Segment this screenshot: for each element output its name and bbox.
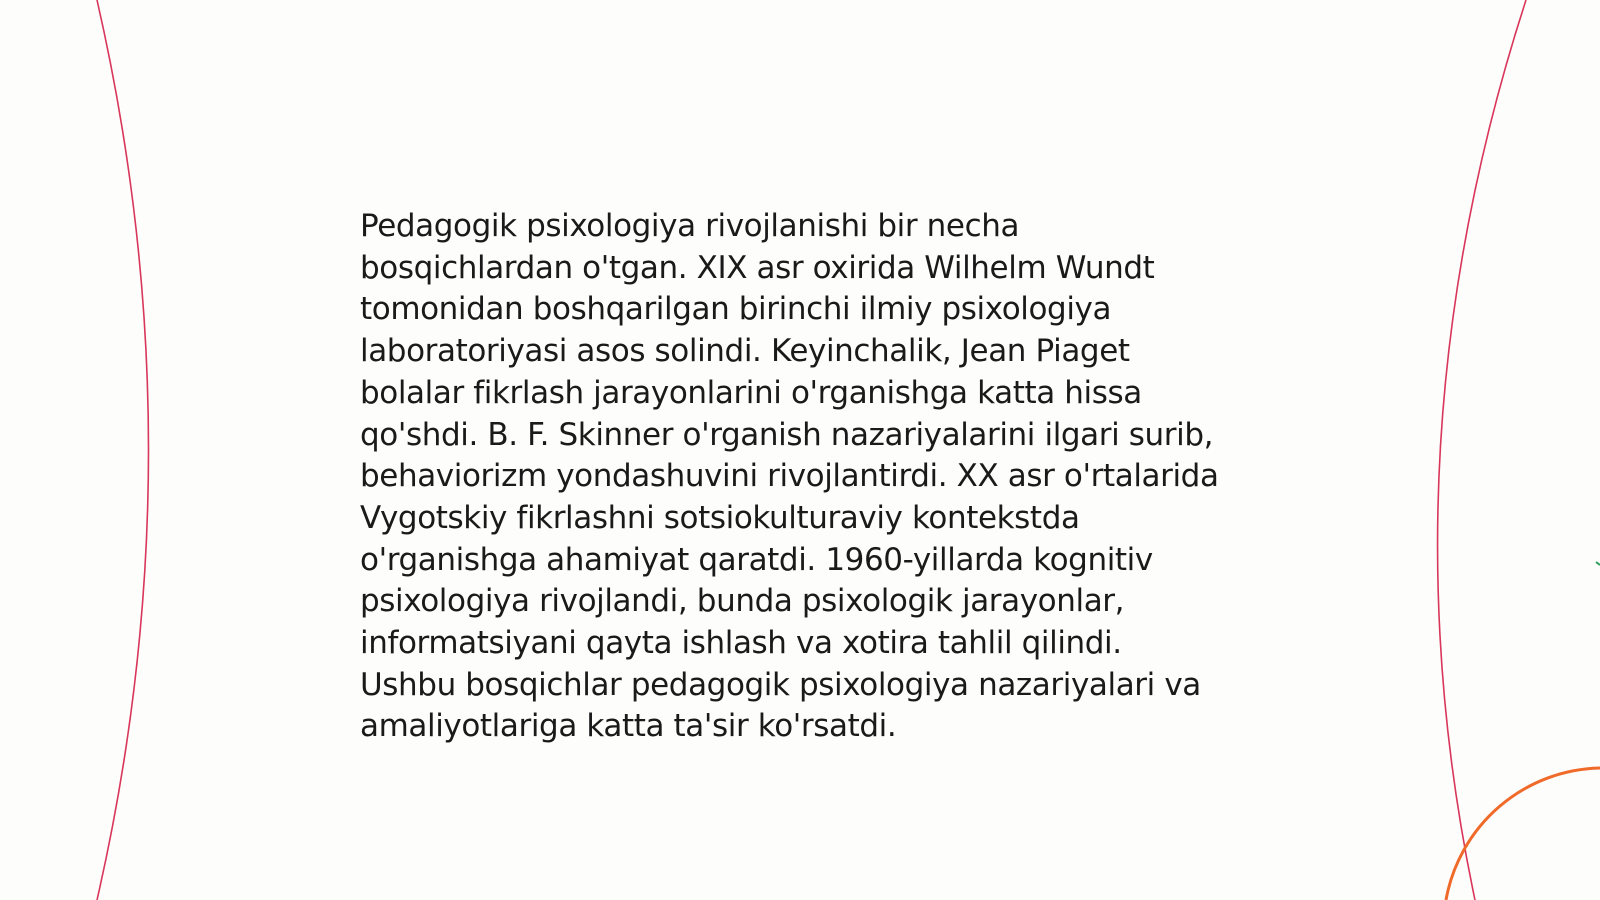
green-accent-mark [1596, 562, 1600, 565]
slide-body-text: Pedagogik psixologiya rivojlanishi bir necha bosqichlardan o'tgan. XIX asr oxirida Wilhelm Wundt tomonidan boshqarilgan birinchi ilmiy psixologiya laboratoriyasi asos solindi. Keyinchalik, Jean Piaget bolalar fikrlash jarayonlarini o'rganishga katta hissa qo'shdi. B. F. Skinner o'rganish nazariyalarini ilgari surib, behaviorizm yondashuvini rivojlantirdi. XX asr o'rtalarida Vygotskiy fikrlashni sotsiokulturaviy kontekstda o'rganishga ahamiyat qaratdi. 1960-yillarda kognitiv psixologiya rivojlandi, bunda psixologik jarayonlar, informatsiyani qayta ishlash va xotira tahlil qilindi. Ushbu bosqichlar pedagogik psixologiya nazariyalari va amaliyotlariga katta ta'sir ko'rsatdi. [360, 208, 1219, 745]
right-curve-line [1438, 0, 1526, 900]
orange-arc [1446, 768, 1600, 900]
left-curve-line [97, 0, 149, 900]
